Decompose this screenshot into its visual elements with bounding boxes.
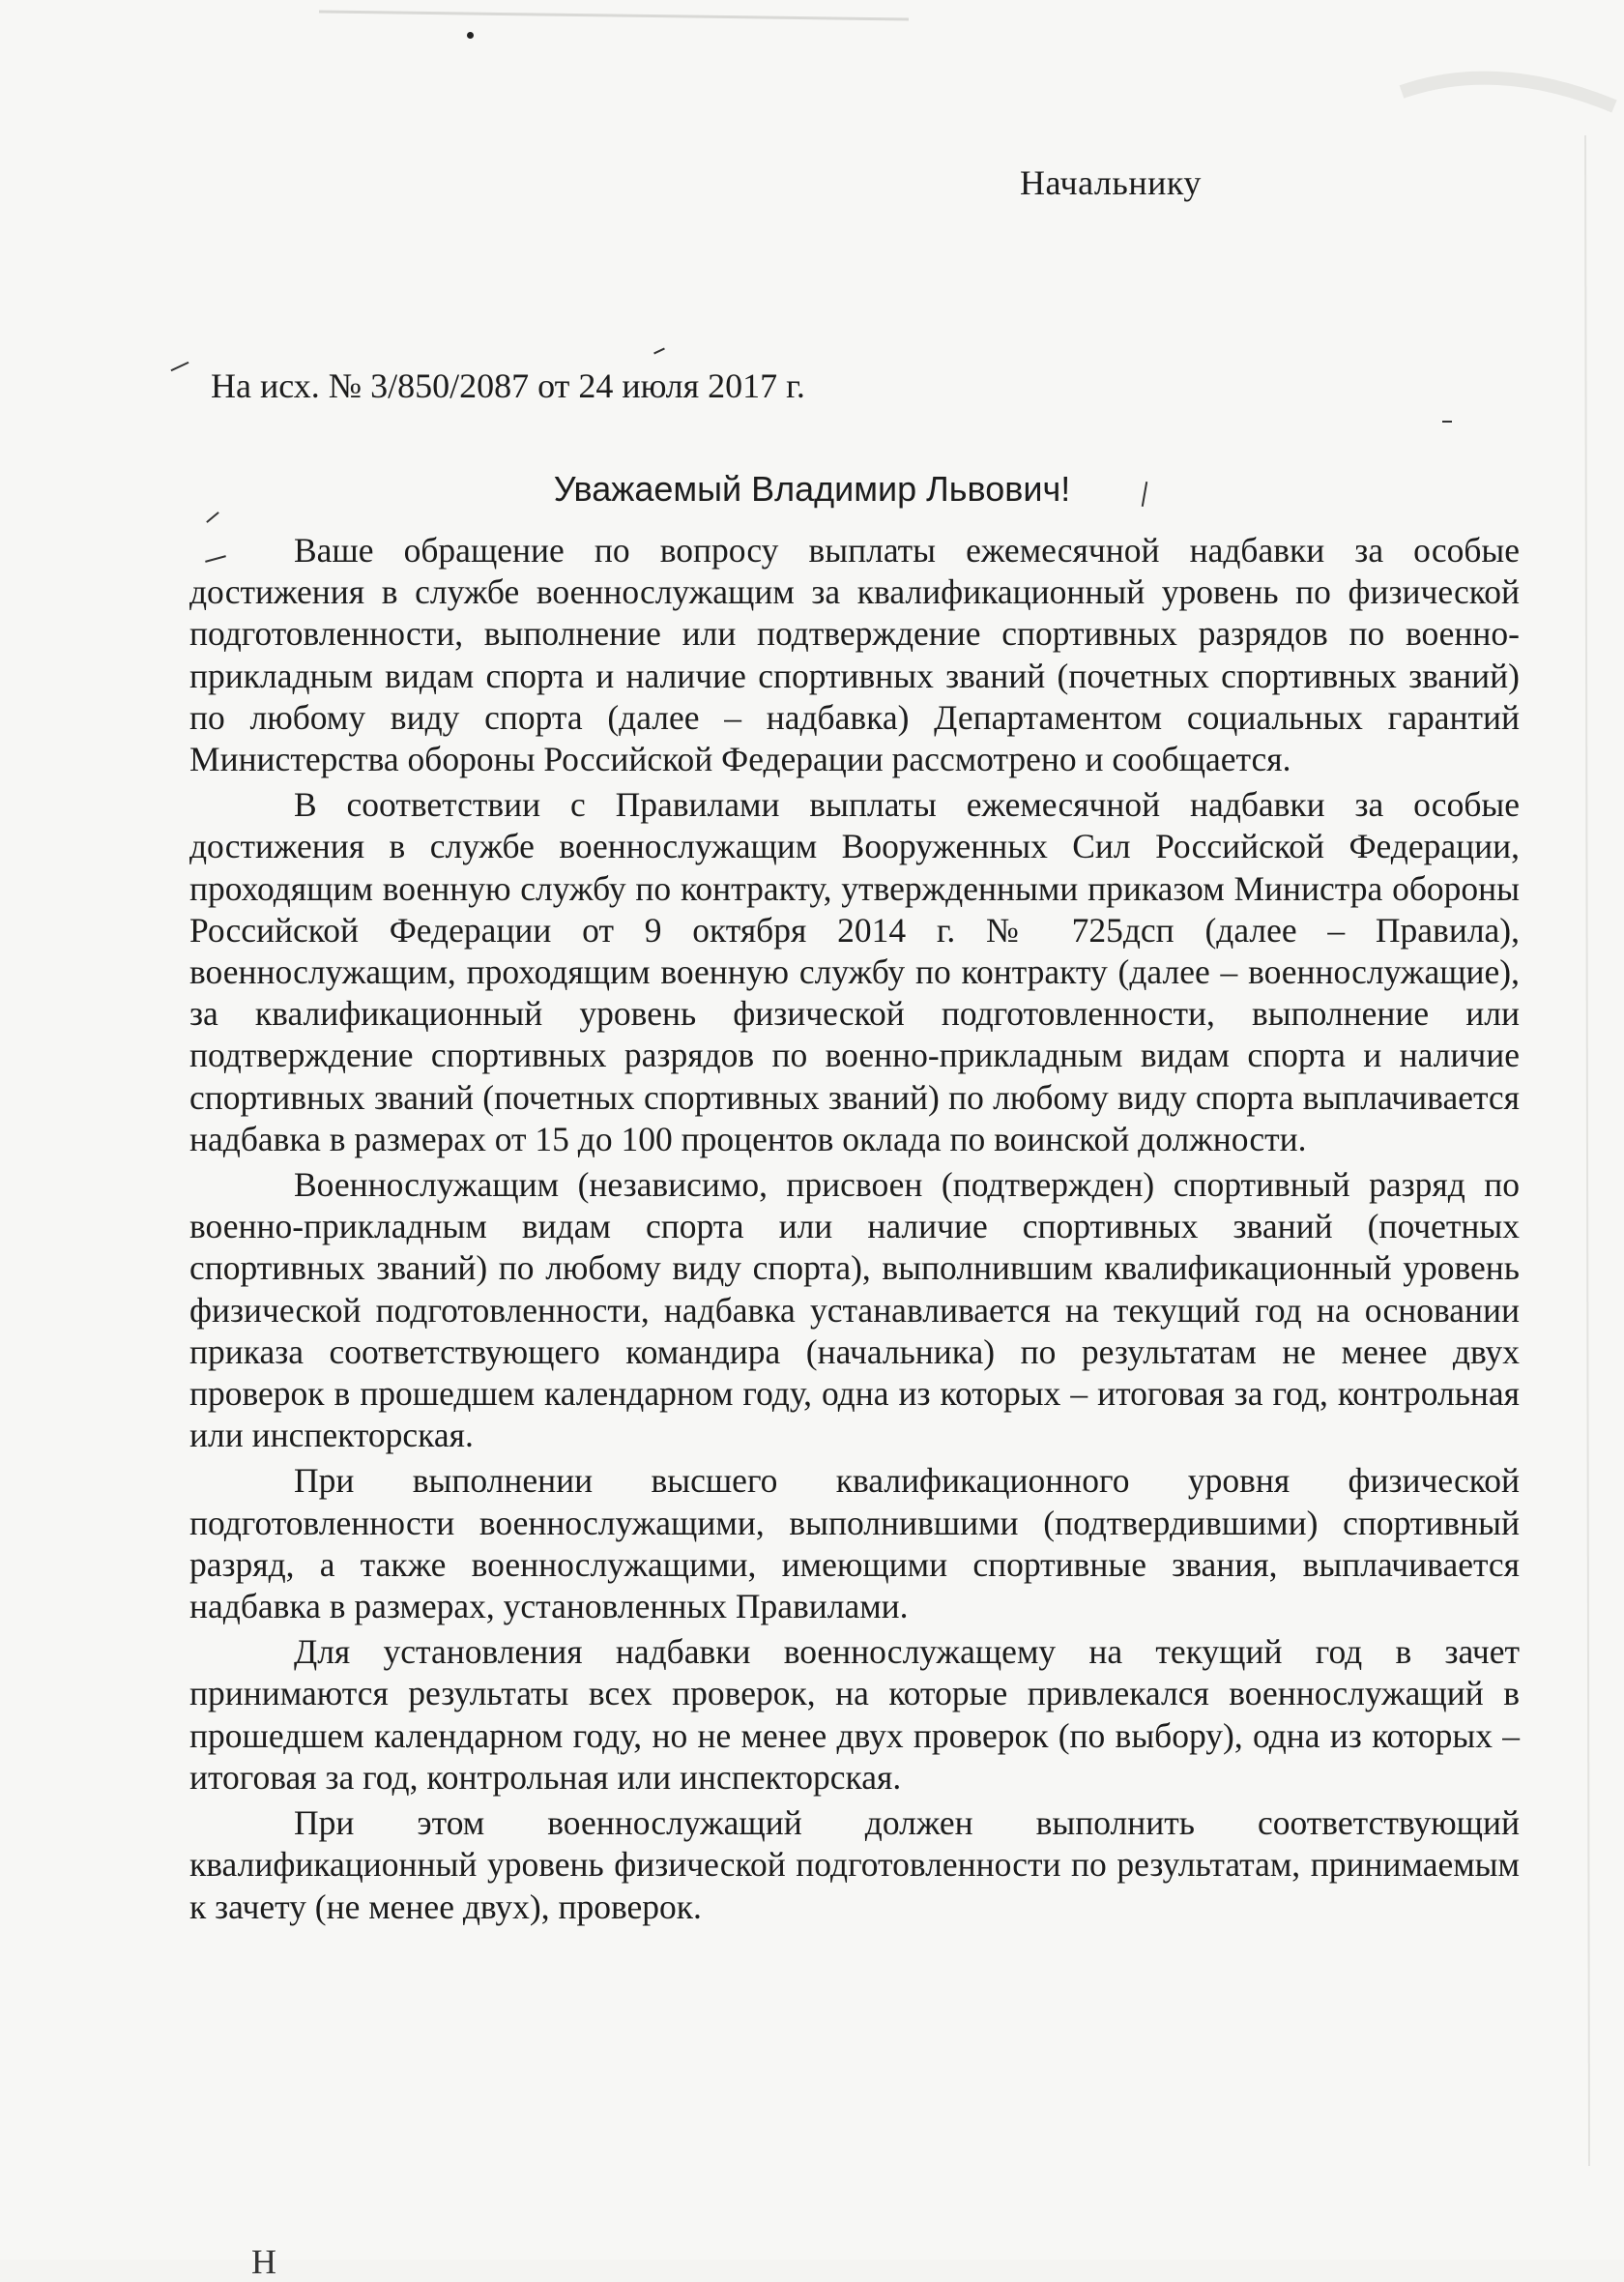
ink-dot bbox=[467, 32, 474, 39]
pen-mark bbox=[206, 512, 219, 523]
letter-body bbox=[189, 530, 1520, 1932]
pen-mark bbox=[653, 348, 665, 355]
scan-artifact-top bbox=[0, 0, 1624, 155]
body-paragraph: Ваше обращение по вопросу выплаты ежемесячной надбавки за особые достижения в службе военнослужащим за квалификационный уровень по физической подготовленности, выполнение или подтверждение спортивных разрядов по военно-прикладным видам спорта и наличие спортивных званий (почетных спортивных званий) по любому виду спорта (далее – надбавка) Департаментом социальных гарантий Министерства обороны Российской Федерации рассмотрено и сообщается. bbox=[189, 531, 1520, 779]
body-paragraph: При выполнении высшего квалификационного уровня физической подготовленности военнослужащими, выполнившими (подтвердившими) спортивный разряд, а также военнослужащими, имеющими спортивные звания, выплачивается надбавка в размерах, установленных Правилами. bbox=[189, 1461, 1520, 1626]
body-paragraph: В соответствии с Правилами выплаты ежемесячной надбавки за особые достижения в службе военнослужащим Вооруженных Сил Российской Федерации, проходящим военную службу по контракту, утвержденными приказом Министра обороны Российской Федерации от 9 октября 2014 г. № 725дсп (далее – Правила), военнослужащим, проходящим военную службу по контракту (далее – военнослужащие), за квалификационный уровень физической подготовленности, выполнение или подтверждение спортивных разрядов по военно-прикладным видам спорта и наличие спортивных званий (почетных спортивных званий) по любому виду спорта выплачивается надбавка в размерах от 15 до 100 процентов оклада по воинской должности. bbox=[189, 785, 1520, 1158]
body-paragraph: Для установления надбавки военнослужащему на текущий год в зачет принимаются результаты всех проверок, на которые привлекался военнослужащий в прошедшем календарном году, но не менее двух проверок (по выбору), одна из которых – итоговая за год, контрольная или инспекторская. bbox=[189, 1632, 1520, 1797]
body-paragraph: Военнослужащим (независимо, присвоен (подтвержден) спортивный разряд по военно-прикладным видам спорта или наличие спортивных званий (почетных спортивных званий) по любому виду спорта), выполнившим квалификационный уровень физической подготовленности, надбавка устанавливается на текущий год на основании приказа соответствующего командира (начальника) по результатам не менее двух проверок в прошедшем календарном году, одна из которых – итоговая за год, контрольная или инспекторская. bbox=[189, 1165, 1520, 1455]
scan-artifact-right bbox=[1556, 135, 1614, 2166]
cut-off-line: Н bbox=[251, 2242, 276, 2281]
pen-mark bbox=[1442, 421, 1452, 423]
recipient-line: Начальнику bbox=[1020, 163, 1202, 202]
pen-mark bbox=[171, 362, 189, 371]
body-paragraph: При этом военнослужащий должен выполнить соответствующий квалификационный уровень физической подготовленности по результатам, принимаемым к зачету (не менее двух), проверок. bbox=[189, 1803, 1520, 1926]
salutation: Уважаемый Владимир Львович! bbox=[553, 469, 1071, 509]
reference-line: На исх. № 3/850/2087 от 24 июля 2017 г. bbox=[211, 366, 805, 405]
